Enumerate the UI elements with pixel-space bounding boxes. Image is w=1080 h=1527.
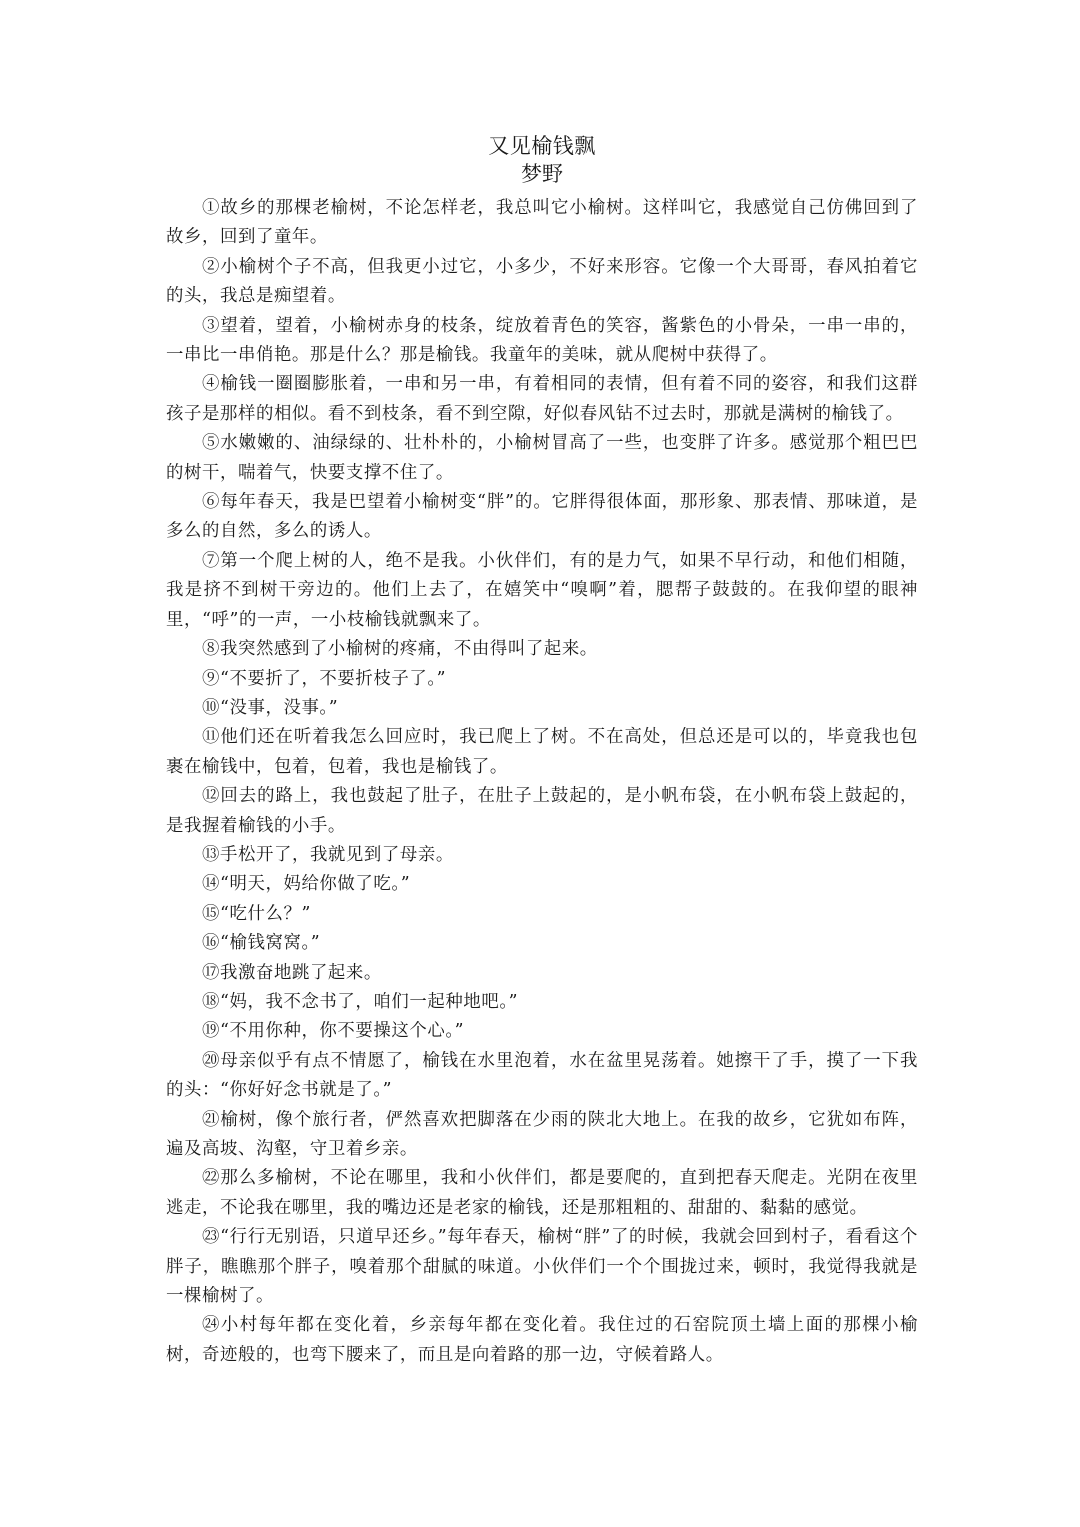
paragraph: ①故乡的那棵老榆树，不论怎样老，我总叫它小榆树。这样叫它，我感觉自己仿佛回到了故乡，回到了童年。 [166, 198, 918, 248]
paragraph: ⑪他们还在听着我怎么回应时，我已爬上了树。不在高处，但总还是可以的，毕竟我也包裹在榆钱中，包着，包着，我也是榆钱了。 [166, 727, 918, 777]
paragraph: ⑦第一个爬上树的人，绝不是我。小伙伴们，有的是力气，如果不早行动，和他们相随，我是挤不到树干旁边的。他们上去了，在嬉笑中“嗅啊”着，腮帮子鼓鼓的。在我仰望的眼神里，“呼”的一声，一小枝榆钱就飘来了。 [166, 550, 918, 630]
paragraph: ⑲“不用你种，你不要操这个心。” [202, 1021, 465, 1042]
paragraph: ⑩“没事，没事。” [202, 697, 339, 718]
paragraph: ③望着，望着，小榆树赤身的枝条，绽放着青色的笑容，酱紫色的小骨朵，一串一串的，一串比一串俏艳。那是什么？那是榆钱。我童年的美味，就从爬树中获得了。 [166, 315, 918, 366]
paragraph: ②小榆树个子不高，但我更小过它，小多少，不好来形容。它像一个大哥哥，春风拍着它的头，我总是痴望着。 [166, 256, 918, 307]
paragraph: ⑫回去的路上，我也鼓起了肚子，在肚子上鼓起的，是小帆布袋，在小帆布袋上鼓起的，是我握着榆钱的小手。 [166, 786, 918, 836]
paragraph: ④榆钱一圈圈膨胀着，一串和另一串，有着相同的表情，但有着不同的姿容，和我们这群孩子是那样的相似。看不到枝条，看不到空隙，好似春风钻不过去时，那就是满树的榆钱了。 [166, 374, 918, 424]
paragraph: ⑧我突然感到了小榆树的疼痛，不由得叫了起来。 [202, 639, 598, 660]
paragraph: ⑨“不要折了，不要折枝子了。” [202, 668, 447, 689]
paragraph: ⑥每年春天，我是巴望着小榆树变“胖”的。它胖得很体面，那形象、那表情、那味道，是多么的自然，多么的诱人。 [166, 492, 918, 542]
paragraph: ⑯“榆钱窝窝。” [202, 933, 321, 954]
paragraph: ⑮“吃什么？” [202, 903, 311, 924]
paragraph: ⑱“妈，我不念书了，咱们一起种地吧。” [202, 991, 519, 1012]
paragraph: ㉒那么多榆树，不论在哪里，我和小伙伴们，都是要爬的，直到把春天爬走。光阴在夜里逃走，不论我在哪里，我的嘴边还是老家的榆钱，还是那粗粗的、甜甜的、黏黏的感觉。 [166, 1168, 918, 1218]
paragraph: ㉔小村每年都在变化着，乡亲每年都在变化着。我住过的石窑院顶土墙上面的那棵小榆树，奇迹般的，也弯下腰来了，而且是向着路的那一边，守候着路人。 [166, 1315, 918, 1365]
paragraph: ⑭“明天，妈给你做了吃。” [202, 874, 411, 895]
article-title: 又见榆钱飘 [488, 134, 596, 158]
paragraph: ⑤水嫩嫩的、油绿绿的、壮朴朴的，小榆树冒高了一些，也变胖了许多。感觉那个粗巴巴的树干，喘着气，快要支撑不住了。 [166, 433, 918, 483]
paragraph: ㉓“行行无别语，只道早还乡。”每年春天，榆树“胖”了的时候，我就会回到村子，看看这个胖子，瞧瞧那个胖子，嗅着那个甜腻的味道。小伙伴们一个个围拢过来，顿时，我觉得我就是一棵榆树了。 [166, 1227, 918, 1307]
document-page [166, 132, 918, 1370]
article-author: 梦野 [521, 162, 563, 186]
article-body [166, 194, 918, 1370]
paragraph: ㉑榆树，像个旅行者，俨然喜欢把脚落在少雨的陕北大地上。在我的故乡，它犹如布阵，遍及高坡、沟壑，守卫着乡亲。 [166, 1109, 918, 1159]
paragraph: ⑰我激奋地跳了起来。 [202, 962, 382, 983]
paragraph: ⑬手松开了，我就见到了母亲。 [202, 844, 454, 865]
paragraph: ⑳母亲似乎有点不情愿了，榆钱在水里泡着，水在盆里晃荡着。她擦干了手，摸了一下我的头：“你好好念书就是了。” [166, 1050, 918, 1101]
